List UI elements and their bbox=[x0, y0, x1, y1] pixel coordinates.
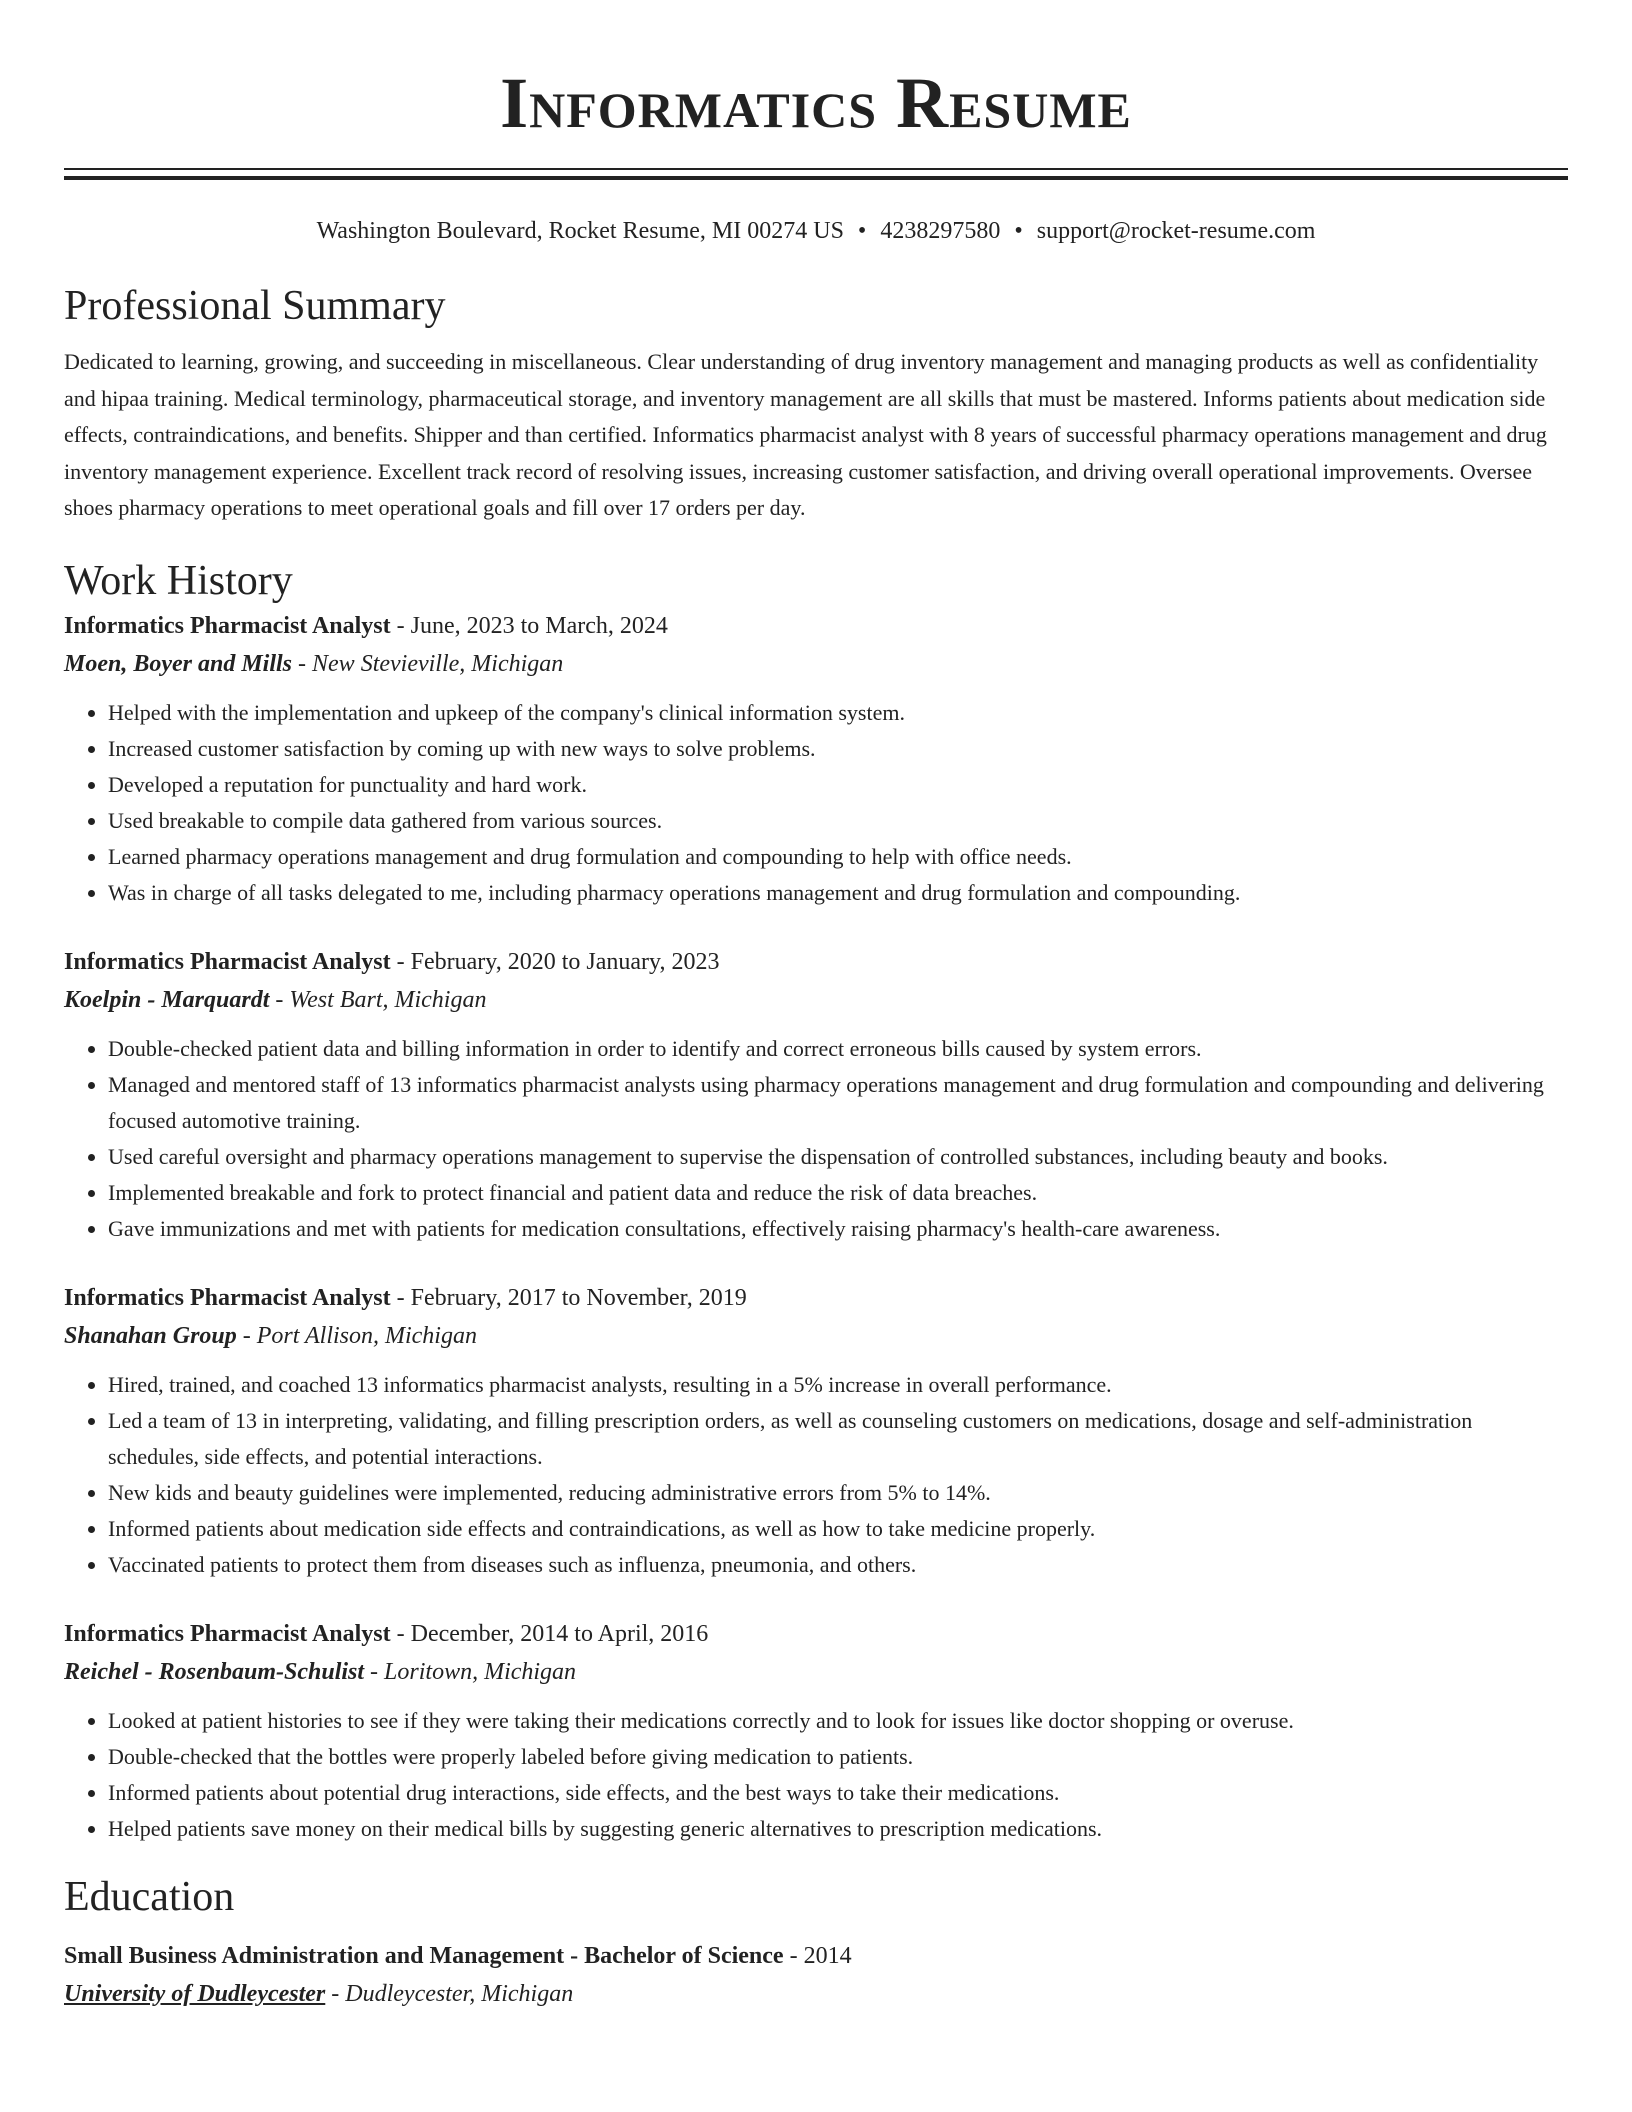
job-bullets bbox=[64, 1703, 1568, 1847]
job-company-line bbox=[64, 1653, 1568, 1691]
job-dates: - February, 2017 to November, 2019 bbox=[390, 1284, 747, 1311]
job-bullet: • Was in charge of all tasks delegated to me, including pharmacy operations management and drug formulation and compounding. bbox=[108, 875, 1568, 911]
job-company-line bbox=[64, 645, 1568, 683]
contact-line bbox=[64, 216, 1568, 246]
job-bullet: • Increased customer satisfaction by coming up with new ways to solve problems. bbox=[108, 731, 1568, 767]
job-bullet: • New kids and beauty guidelines were implemented, reducing administrative errors from 5% to 14%. bbox=[108, 1475, 1568, 1511]
job-bullet: • Managed and mentored staff of 13 informatics pharmacist analysts using pharmacy operations management and drug formulation and compounding and delivering focused automotive training. bbox=[108, 1067, 1568, 1139]
job-dates: - February, 2020 to January, 2023 bbox=[390, 948, 720, 975]
education-location: - Dudleycester, Michigan bbox=[325, 1980, 574, 2007]
job-title-line bbox=[64, 1279, 1568, 1317]
contact-phone[interactable]: 4238297580 bbox=[880, 218, 1001, 244]
job-role: Informatics Pharmacist Analyst bbox=[64, 1284, 391, 1311]
education-year: - 2014 bbox=[783, 1942, 852, 1969]
job-company: Koelpin - Marquardt bbox=[64, 986, 270, 1013]
job-role: Informatics Pharmacist Analyst bbox=[64, 612, 391, 639]
title-rule-thin bbox=[64, 168, 1568, 170]
job-entry bbox=[64, 943, 1568, 1247]
education-school-line bbox=[64, 1975, 1568, 2013]
job-bullet: • Helped with the implementation and upkeep of the company's clinical information system. bbox=[108, 695, 1568, 731]
contact-address: Washington Boulevard, Rocket Resume, MI 00274 US bbox=[316, 218, 844, 244]
job-dates: - June, 2023 to March, 2024 bbox=[390, 612, 668, 639]
job-title-line bbox=[64, 943, 1568, 981]
job-entry bbox=[64, 1615, 1568, 1847]
job-bullet: • Double-checked patient data and billing information in order to identify and correct erroneous bills caused by system errors. bbox=[108, 1031, 1568, 1067]
contact-email[interactable]: support@rocket-resume.com bbox=[1036, 218, 1316, 244]
job-bullet: • Informed patients about medication side effects and contraindications, as well as how to take medicine properly. bbox=[108, 1511, 1568, 1547]
job-title-line bbox=[64, 607, 1568, 645]
resume-page bbox=[64, 0, 1568, 2013]
education-school: University of Dudleycester bbox=[64, 1980, 326, 2007]
job-bullet: • Helped patients save money on their medical bills by suggesting generic alternatives to prescription medications. bbox=[108, 1811, 1568, 1847]
title-rule-thick bbox=[64, 176, 1568, 180]
job-bullet: • Learned pharmacy operations management and drug formulation and compounding to help with office needs. bbox=[108, 839, 1568, 875]
job-company-line bbox=[64, 1317, 1568, 1355]
education-heading: Education bbox=[64, 1873, 235, 1920]
job-company: Reichel - Rosenbaum-Schulist bbox=[64, 1658, 365, 1685]
job-bullet: • Hired, trained, and coached 13 informatics pharmacist analysts, resulting in a 5% increase in overall performance. bbox=[108, 1367, 1568, 1403]
job-location: - Port Allison, Michigan bbox=[236, 1322, 477, 1349]
job-bullet: • Used breakable to compile data gathered from various sources. bbox=[108, 803, 1568, 839]
job-title-line bbox=[64, 1615, 1568, 1653]
job-entry bbox=[64, 1279, 1568, 1583]
job-company: Moen, Boyer and Mills bbox=[64, 650, 293, 677]
job-bullet: • Used careful oversight and pharmacy operations management to supervise the dispensation of controlled substances, including beauty and books. bbox=[108, 1139, 1568, 1175]
job-bullet: • Developed a reputation for punctuality and hard work. bbox=[108, 767, 1568, 803]
job-dates: - December, 2014 to April, 2016 bbox=[390, 1620, 709, 1647]
job-bullet: • Implemented breakable and fork to protect financial and patient data and reduce the risk of data breaches. bbox=[108, 1175, 1568, 1211]
job-role: Informatics Pharmacist Analyst bbox=[64, 948, 391, 975]
job-bullet: • Gave immunizations and met with patients for medication consultations, effectively raising pharmacy's health-care awareness. bbox=[108, 1211, 1568, 1247]
job-company: Shanahan Group bbox=[64, 1322, 237, 1349]
job-bullets bbox=[64, 1031, 1568, 1247]
contact-separator: • bbox=[857, 218, 867, 244]
job-company-line bbox=[64, 981, 1568, 1019]
job-bullets bbox=[64, 1367, 1568, 1583]
work-history-heading: Work History bbox=[64, 557, 293, 604]
job-bullet: • Looked at patient histories to see if they were taking their medications correctly and to look for issues like doctor shopping or overuse. bbox=[108, 1703, 1568, 1739]
education-degree-line bbox=[64, 1937, 1568, 1975]
job-bullet: • Led a team of 13 in interpreting, validating, and filling prescription orders, as well as counseling customers on medications, dosage and self-administration schedules, side effects, and potential interactions. bbox=[108, 1403, 1568, 1475]
contact-separator: • bbox=[1014, 218, 1023, 244]
job-location: - Loritown, Michigan bbox=[364, 1658, 577, 1685]
education-degree: Small Business Administration and Management - Bachelor of Science bbox=[64, 1942, 784, 1969]
job-role: Informatics Pharmacist Analyst bbox=[64, 1620, 391, 1647]
job-bullet: • Vaccinated patients to protect them from diseases such as influenza, pneumonia, and others. bbox=[108, 1547, 1568, 1583]
job-location: - New Stevieville, Michigan bbox=[292, 650, 564, 677]
job-entry bbox=[64, 607, 1568, 911]
job-bullet: • Informed patients about potential drug interactions, side effects, and the best ways to take their medications. bbox=[108, 1775, 1568, 1811]
job-bullets bbox=[64, 695, 1568, 911]
resume-title: Informatics Resume bbox=[500, 63, 1132, 143]
summary-heading: Professional Summary bbox=[64, 283, 446, 329]
summary-text: Dedicated to learning, growing, and succeeding in miscellaneous. Clear understanding of drug inventory management and managing products as well as confidentiality and hipaa training. Medical terminology, pharmaceutical storage, and inventory management are all skills that must be mastered. Informs patients about medication side effects, contraindications, and benefits. Shipper and than certified. Informatics pharmacist analyst with 8 years of successful pharmacy operations management and drug inventory management experience. Excellent track record of resolving issues, increasing customer satisfaction, and driving overall operational improvements. Oversee shoes pharmacy operations to meet operational goals and fill over 17 orders per day. bbox=[64, 349, 1547, 521]
job-location: - West Bart, Michigan bbox=[269, 986, 487, 1013]
job-bullet: • Double-checked that the bottles were properly labeled before giving medication to patients. bbox=[108, 1739, 1568, 1775]
